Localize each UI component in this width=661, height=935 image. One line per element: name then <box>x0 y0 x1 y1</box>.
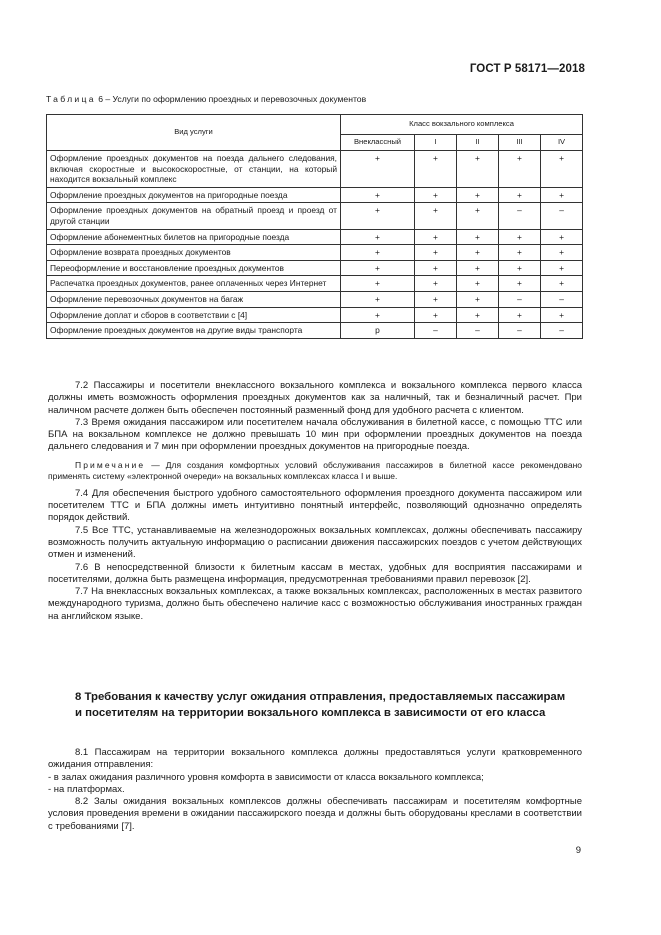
paragraph: 7.3 Время ожидания пассажиром или посетителем начала обслуживания в билетной кассе, с помощью ТТС или БПА на вокзальном комплексе не должно превышать 10 мин при оформлении проездных документов на поезда дальнего следования и 7 мин при оформлении проездных документов на пригородные поезда. <box>48 416 582 453</box>
class-mark: + <box>415 203 457 229</box>
class-mark: + <box>341 307 415 323</box>
class-mark: + <box>499 187 541 203</box>
class-mark: – <box>541 323 583 339</box>
note-text: — Для создания комфортных условий обслуживания пассажиров в билетной кассе рекомендовано применять систему «электронной очереди» на вокзальных комплексах класса I и выше. <box>48 459 582 481</box>
class-mark: + <box>541 276 583 292</box>
class-mark: – <box>415 323 457 339</box>
class-mark: + <box>341 203 415 229</box>
header-class-0: Внеклассный <box>341 135 415 151</box>
table-caption <box>46 94 366 104</box>
class-mark: + <box>457 307 499 323</box>
header-class-4: IV <box>541 135 583 151</box>
table-row <box>47 291 583 307</box>
list-item: - на платформах. <box>48 783 125 795</box>
note-label: Примечание <box>75 459 146 470</box>
service-name: Оформление проездных документов на обратный проезд и проезд от другой станции <box>47 203 341 229</box>
class-mark: + <box>457 291 499 307</box>
class-mark: + <box>341 151 415 188</box>
class-mark: + <box>499 151 541 188</box>
body-section-8 <box>48 747 582 833</box>
class-mark: + <box>541 260 583 276</box>
service-name: Оформление перевозочных документов на багаж <box>47 291 341 307</box>
class-mark: – <box>499 291 541 307</box>
table-row <box>47 307 583 323</box>
class-mark: + <box>499 276 541 292</box>
class-mark: + <box>341 229 415 245</box>
class-mark: + <box>457 260 499 276</box>
service-name: Оформление проездных документов на другие виды транспорта <box>47 323 341 339</box>
class-mark: + <box>415 291 457 307</box>
class-mark: + <box>341 187 415 203</box>
class-mark: + <box>415 260 457 276</box>
class-mark: + <box>457 187 499 203</box>
services-table <box>46 114 583 339</box>
table-caption-text: 6 – Услуги по оформлению проездных и перевозочных документов <box>98 94 367 104</box>
service-name: Распечатка проездных документов, ранее оплаченных через Интернет <box>47 276 341 292</box>
class-mark: + <box>541 187 583 203</box>
service-name: Оформление доплат и сборов в соответствии с [4] <box>47 307 341 323</box>
class-mark: – <box>499 203 541 229</box>
class-mark: + <box>541 245 583 261</box>
paragraph-8-2: 8.2 Залы ожидания вокзальных комплексов должны обеспечивать пассажирам и посетителям комфортные условия проведения времени в ожидании пассажирского поезда и должны быть оборудованы креслами в соответствии с требованиями [7]. <box>48 796 582 832</box>
table-row <box>47 203 583 229</box>
class-mark: – <box>457 323 499 339</box>
class-mark: + <box>541 151 583 188</box>
table-row <box>47 151 583 188</box>
class-mark: + <box>341 260 415 276</box>
service-name: Оформление абонементных билетов на пригородные поезда <box>47 229 341 245</box>
class-mark: + <box>499 307 541 323</box>
class-mark: + <box>415 151 457 188</box>
class-mark: + <box>541 307 583 323</box>
header-class-3: III <box>499 135 541 151</box>
class-mark: + <box>415 187 457 203</box>
class-mark: + <box>415 276 457 292</box>
table-row <box>47 323 583 339</box>
class-mark: + <box>499 260 541 276</box>
service-name: Переоформление и восстановление проездных документов <box>47 260 341 276</box>
class-mark: + <box>457 151 499 188</box>
header-class-1: I <box>415 135 457 151</box>
table-row <box>47 245 583 261</box>
header-class-group: Класс вокзального комплекса <box>341 115 583 135</box>
class-mark: + <box>541 229 583 245</box>
table-row <box>47 260 583 276</box>
class-mark: + <box>341 245 415 261</box>
class-mark: + <box>415 245 457 261</box>
service-name: Оформление проездных документов на поезда дальнего следования, включая скоростные и высокоскоростные, от станции, на который находится вокзальный комплекс <box>47 151 341 188</box>
class-mark: + <box>499 229 541 245</box>
paragraph: 7.5 Все ТТС, устанавливаемые на железнодорожных вокзальных комплексах, должны обеспечивать пассажиру возможность получить актуальную информацию о расписании движения пассажирских поездов с учетом действующих отмен и изменений. <box>48 524 582 561</box>
class-mark: + <box>457 276 499 292</box>
class-mark: – <box>499 323 541 339</box>
class-mark: р <box>341 323 415 339</box>
class-mark: + <box>415 229 457 245</box>
table-row <box>47 276 583 292</box>
table-row <box>47 229 583 245</box>
class-mark: + <box>457 203 499 229</box>
service-name: Оформление возврата проездных документов <box>47 245 341 261</box>
class-mark: – <box>541 203 583 229</box>
paragraph: 7.7 На внеклассных вокзальных комплексах, а также вокзальных комплексах, расположенных в местах развитого международного туризма, должно быть обеспечено наличие касс с возможностью обслуживания иностранных граждан на английском языке. <box>48 586 582 622</box>
page-number: 9 <box>575 845 581 856</box>
paragraph: 7.6 В непосредственной близости к билетным кассам в местах, удобных для восприятия пассажирами и посетителями, должна быть размещена информация, предусмотренная требованиями правил перевозок [2]. <box>48 561 582 585</box>
paragraph: 7.4 Для обеспечения быстрого удобного самостоятельного оформления проездного документа пассажиром или посетителем ТТС и БПА должны иметь интуитивно понятный интерфейс, позволяющий однозначно определять порядок действий. <box>48 487 582 524</box>
table-caption-label: Таблица <box>46 94 96 104</box>
section-8-title: 8 Требования к качеству услуг ожидания отправления, предоставляемых пассажирам и посетителям на территории вокзального комплекса в зависимости от его класса <box>75 691 566 719</box>
class-mark: + <box>341 276 415 292</box>
header-class-2: II <box>457 135 499 151</box>
class-mark: – <box>541 291 583 307</box>
class-mark: + <box>341 291 415 307</box>
standard-code: ГОСТ Р 58171—2018 <box>469 63 585 75</box>
paragraph: 7.2 Пассажиры и посетители внеклассного вокзального комплекса и вокзального комплекса первого класса должны иметь возможность оформления проездных документов как за наличный, так и безналичный расчет. При наличном расчете должен быть обеспечен постоянный разменный фонд для удобного расчета с клиентом. <box>48 380 582 416</box>
service-name: Оформление проездных документов на пригородные поезда <box>47 187 341 203</box>
header-service-type: Вид услуги <box>47 115 341 151</box>
note <box>48 460 582 482</box>
class-mark: + <box>457 245 499 261</box>
class-mark: + <box>499 245 541 261</box>
class-mark: + <box>457 229 499 245</box>
body-section-7 <box>48 380 582 623</box>
table-row <box>47 187 583 203</box>
paragraph-8-1: 8.1 Пассажирам на территории вокзального комплекса должны предоставляться услуги кратковременного ожидания отправления: <box>48 747 582 771</box>
class-mark: + <box>415 307 457 323</box>
list-item: - в залах ожидания различного уровня комфорта в зависимости от класса вокзального комплекса; <box>48 771 484 783</box>
